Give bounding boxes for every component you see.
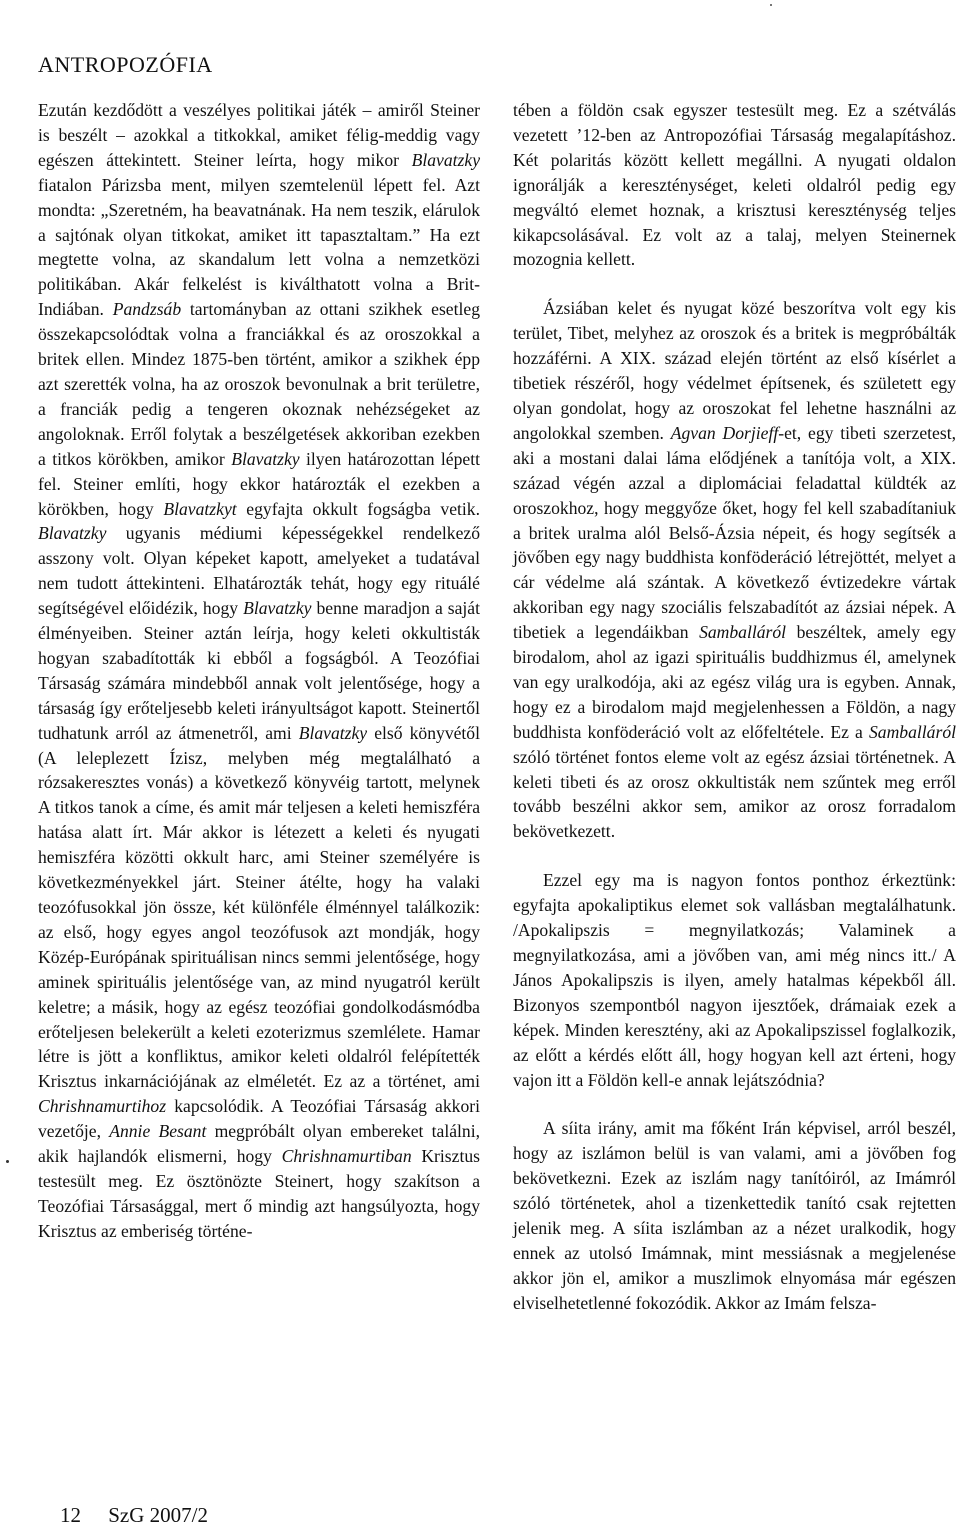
page-footer [60,1503,208,1528]
right-paragraph-2: Ázsiában kelet és nyugat közé beszorítva volt egy kis terület, Tibet, melyhez az oroszok és a britek is megpróbálták hozzáférni. A XIX. század elején történt az első kísérlet a tibetiek részéről, hogy védelmet építsenek, és született egy olyan gondolat, hogy az oroszokat fel lehetne használni az angolokkal szemben. Agvan Dorjieff-et, egy tibeti szerzetest, aki a mostani dalai láma elődjének a tanítója volt, a XIX. század végén azzal a diplomáciai feladattal küldték az oroszokhoz, hogy meggyőze őket, hogy fel kell szabadítaniuk a britek uralma alól Belső-Ázsia népeit, és hogy segítsék a jövőben egy nagy buddhista konföderáció létrejöttét, melyet a cár védelme alá szántak. A következő évtizedekre vártak akkoriban egy nagy szociális felszabadítót az ázsiai népek. A tibetiek a legendáikban Samballáról beszéltek, amely egy birodalom, ahol az igazi spirituális buddhizmus él, amelynek van egy uralkodója, aki az egész világ ura is egyben. Annak, hogy ez a birodalom majd megjelenhessen a Földön, a nagy buddhista konföderáció volt az előfeltétele. Ez a Samballáról szóló történet fontos eleme volt az egész ázsiai történetnek. A keleti tibeti és az orosz okkultisták nem szűntek meg erről tovább beszélni akkor sem, amikor az orosz forradalom bekövetkezett. [513,298,956,842]
left-paragraph: Ezután kezdődött a veszélyes politikai játék – amiről Steiner is beszélt – azokkal a titkokkal, amiket félig-meddig vagy egészen áttekintett. Steiner leírta, hogy mikor Blavatzky fiatalon Párizsba ment, milyen szemtelenül lépett fel. Azt mondta: „Szeretném, ha beavatnának. Ha nem teszik, elárulok a sajtónak olyan titkokat, amiket itt tapasztaltam.” Ha ezt megtette volna, az skandalum lett volna a nemzetközi politikában. Akár felkelést is kiválthatott volna a Brit-Indiában. Pandzsáb tartományban az ottani szikhek esetleg összekapcsolódtak volna a franciákkal és az oroszokkal a britek ellen. Mindez 1875-ben történt, amikor a szikhek épp azt szerették volna, ha az oroszok bevonulnak a brit területre, a franciák pedig a tengeren okoznak nehézségeket az angoloknak. Erről folytak a beszélgetések akkoriban ezekben a titkos körökben, amikor Blavatzky ilyen határozottan lépett fel. Steiner említi, hogy ekkor határozták el ezekben a körökben, hogy Blavatzkyt egyfajta okkult fogságba vetik. Blavatzky ugyanis médiumi képességekkel rendelkező asszony volt. Olyan képeket kapott, amelyeket a tudatával nem tudott áttekinteni. Elhatározták tehát, hogy egy rituálé segítségével előidézik, hogy Blavatzky benne maradjon a saját élményeiben. Steiner aztán leírja, hogy keleti okkultisták hogyan szabadították ki ebből a fogságból. A Teozófiai Társaság számára mindebből annak volt jelentősége, hogy a társaság így erőteljesebb keleti irányultságot kapott. Steinertől tudhatunk arról az átmenetről, ami Blavatzky első könyvétől (A leleplezett Ízisz, melyben még megtalálható a rózsakeresztes vonás) a következő könyvéig tartott, melynek A titkos tanok a címe, és amit már teljesen a keleti hemiszféra hatása alatt írt. Már akkor is létezett a keleti és nyugati hemiszféra közötti okkult harc, ami Steiner személyére is következményekkel járt. Steiner átélte, hogy ha valaki teozófusokkal jön össze, két különféle élménnyel találkozik: az első, hogy egyes angol teozófusok azt mondják, hogy Közép-Európának spirituálisan nincs semmi jelentősége, hogy aminek spirituális jelentősége van, az mind nyugatról került keletre; a másik, hogy az egész teozófiai gondolkodásmódba erőteljesen belekerült a keleti ezoterizmus szemlélete. Hamar létre is jött a konfliktus, amikor keleti oldalról felépítették Krisztus inkarnációjának az elméletét. Ez az a történet, ami Chrishnamurtihoz kapcsolódik. A Teozófiai Társaság akkori vezetője, Annie Besant megpróbált olyan embereket találni, akik hajlandók elismerni, hogy Chrishnamurtiban Krisztus testesült meg. Ez ösztönözte Steinert, hogy szakítson a Teozófiai Társasággal, mert ő mindig azt hangsúlyozta, hogy Krisztus az emberiség történe- [38,100,481,1241]
right-column [513,98,956,1316]
left-column [38,98,480,1244]
right-paragraph-1: tében a földön csak egyszer testesült meg. Ez a szétválás vezetett ’12-ben az Antropozófiai Társaság megalapításhoz. Két polaritás között kellett megállni. A nyugati oldalon ignorálják a kereszténységet, keleti oldalról pedig egy megváltó elemet hoznak, a krisztusi kereszténység teljes kikapcsolásával. Ez volt az a talaj, melyen Steinernek mozognia kellett. [513,100,956,270]
section-header: ANTROPOZÓFIA [38,52,213,77]
scan-mark [6,1160,9,1163]
page-number: 12 [60,1503,81,1527]
scan-speck [770,4,772,6]
journal-issue: SzG 2007/2 [108,1503,208,1527]
right-paragraph-4: A síita irány, amit ma főként Irán képvisel, arról beszél, hogy az iszlámon belül is van valami, ami a jövőben fog bekövetkezni. Ezek az iszlám nagy tanítóiról, az Imámról szóló történetek, ahol a tizenkettedik tanító csak rejtetten jelenik meg. A síita iszlámban az a nézet uralkodik, hogy ennek az utolsó Imámnak, mint messiásnak a megjelenése akkor jön el, amikor a muszlimok elnyomása már egészen elviselhetetlenné fokozódik. Akkor az Imám felsza- [513,1118,956,1313]
right-paragraph-3: Ezzel egy ma is nagyon fontos ponthoz érkeztünk: egyfajta apokaliptikus elemet sok vallásban megtalálhatunk. /Apokalipszis = megnyilatkozás; Valaminek a megnyilatkozása, ami a jövőben van, ami még nincs itt./ A János Apokalipszis is ilyen, amely hatalmas képekből áll. Bizonyos szempontból nagyon ijesztőek, drámaiak ezek a képek. Minden keresztény, aki az Apokalipszissel foglalkozik, az előtt a kérdés előtt áll, hogy hogyan kell azt érteni, hogy vajon itt a Földön kell-e annak lejátszódnia? [513,870,956,1090]
